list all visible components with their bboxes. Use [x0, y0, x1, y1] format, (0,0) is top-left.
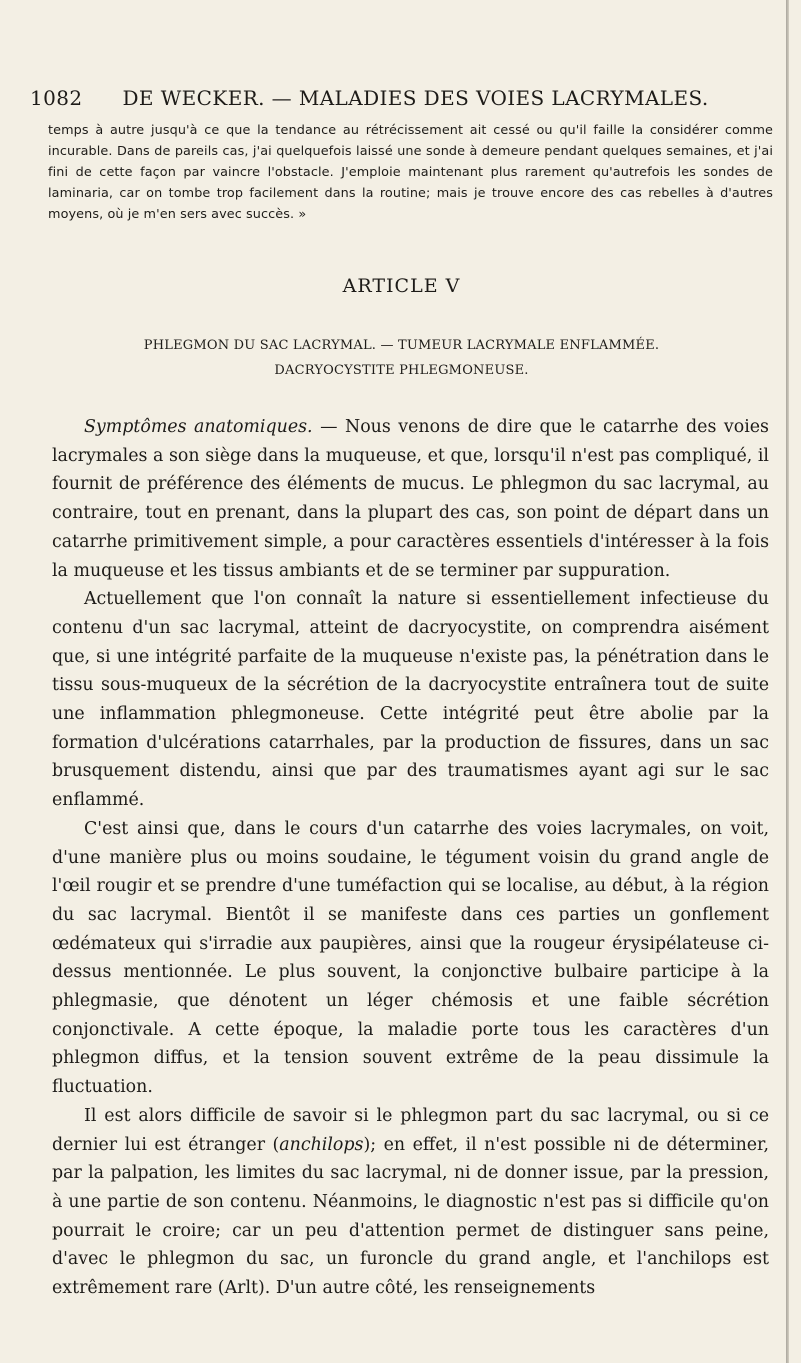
quoted-block: temps à autre jusqu'à ce que la tendance au rétrécissement ait cessé ou qu'il faille la considérer comme incurable. Dans de pareils cas, j'ai quelquefois laissé une sonde à demeure pendant quelques semaines, et j'ai fini de cette façon par vaincre l'obstacle. J'emploie maintenant plus rarement qu'autrefois les sondes de laminaria, car on tombe trop facilement dans la routine; mais je trouve encore des cas rebelles à d'autres moyens, où je m'en sers avec succès. »: [48, 123, 773, 222]
running-head-title: DE WECKER. — MALADIES DES VOIES LACRYMALES.: [122, 86, 709, 110]
paragraph-3: C'est ainsi que, dans le cours d'un catarrhe des voies lacrymales, on voit, d'une manière plus ou moins soudaine, le tégument voisin du grand angle de l'œil rougir et se prendre d'une tuméfaction qui se localise, au début, à la région du sac lacrymal. Bientôt il se manifeste dans ces parties un gonflement œdémateux qui s'irradie aux paupières, ainsi que la rougeur érysipélateuse ci-dessus mentionnée. Le plus souvent, la conjonctive bulbaire participe à la phlegmasie, que dénotent un léger chémosis et une faible sécrétion conjonctivale. A cette époque, la maladie porte tous les caractères d'un phlegmon diffus, et la tension souvent extrême de la peau dissimule la fluctuation.: [52, 818, 769, 1098]
paragraph-4-text-end: ); en effet, il n'est possible ni de déterminer, par la palpation, les limites du sac lacrymal, ni de donner issue, par la pression, à une partie de son contenu. Néanmoins, le diagnostic n'est pas si difficile qu'on pourrait le croire; car un peu d'attention permet de distinguer sans peine, d'avec le phlegmon du sac, un furoncle du grand angle, et l'anchilops est extrêmement rare (Arlt). D'un autre côté, les renseignements: [52, 1134, 769, 1299]
paragraph-1-text: — Nous venons de dire que le catarrhe des voies lacrymales a son siège dans la muqueuse, et que, lorsqu'il n'est pas compliqué, il fournit de préférence des éléments de mucus. Le phlegmon du sac lacrymal, au contraire, tout en prenant, dans la plupart des cas, son point de départ dans un catarrhe primitivement simple, a pour caractères essentiels d'intéresser à la fois la muqueuse et les tissus ambiants et de se terminer par suppuration.: [52, 417, 769, 581]
section-lead-heading: Symptômes anatomiques.: [84, 417, 313, 437]
term-anchilops: anchilops: [279, 1134, 364, 1155]
article-subtitle-line-2: DACRYOCYSTITE PHLEGMONEUSE.: [274, 363, 529, 378]
paragraph-4-text-start: Il est alors difficile de savoir si le phlegmon part du sac lacrymal, ou si ce dernier lui est étranger (: [52, 1105, 769, 1155]
article-body: [52, 413, 769, 1303]
page-number: 1082: [30, 86, 83, 110]
article-subtitle-line-1: PHLEGMON DU SAC LACRYMAL. — TUMEUR LACRYMALE ENFLAMMÉE.: [143, 338, 660, 353]
article-title: ARTICLE V: [342, 275, 461, 297]
running-head: [30, 86, 773, 110]
paragraph-4: [52, 1102, 769, 1303]
paragraph-1: [52, 413, 769, 585]
article-subtitle: [50, 333, 753, 383]
paragraph-2: Actuellement que l'on connaît la nature si essentiellement infectieuse du contenu d'un sac lacrymal, atteint de dacryocystite, on comprendra aisément que, si une intégrité parfaite de la muqueuse n'existe pas, la pénétration dans le tissu sous-muqueux de la sécrétion de la dacryocystite entraînera tout de suite une inflammation phlegmoneuse. Cette intégrité peut être abolie par la formation d'ulcérations catarrhales, par la production de fissures, dans un sac brusquement distendu, ainsi que par des traumatismes ayant agi sur le sac enflammé.: [52, 589, 769, 811]
page-edge-shadow: [786, 0, 789, 1363]
